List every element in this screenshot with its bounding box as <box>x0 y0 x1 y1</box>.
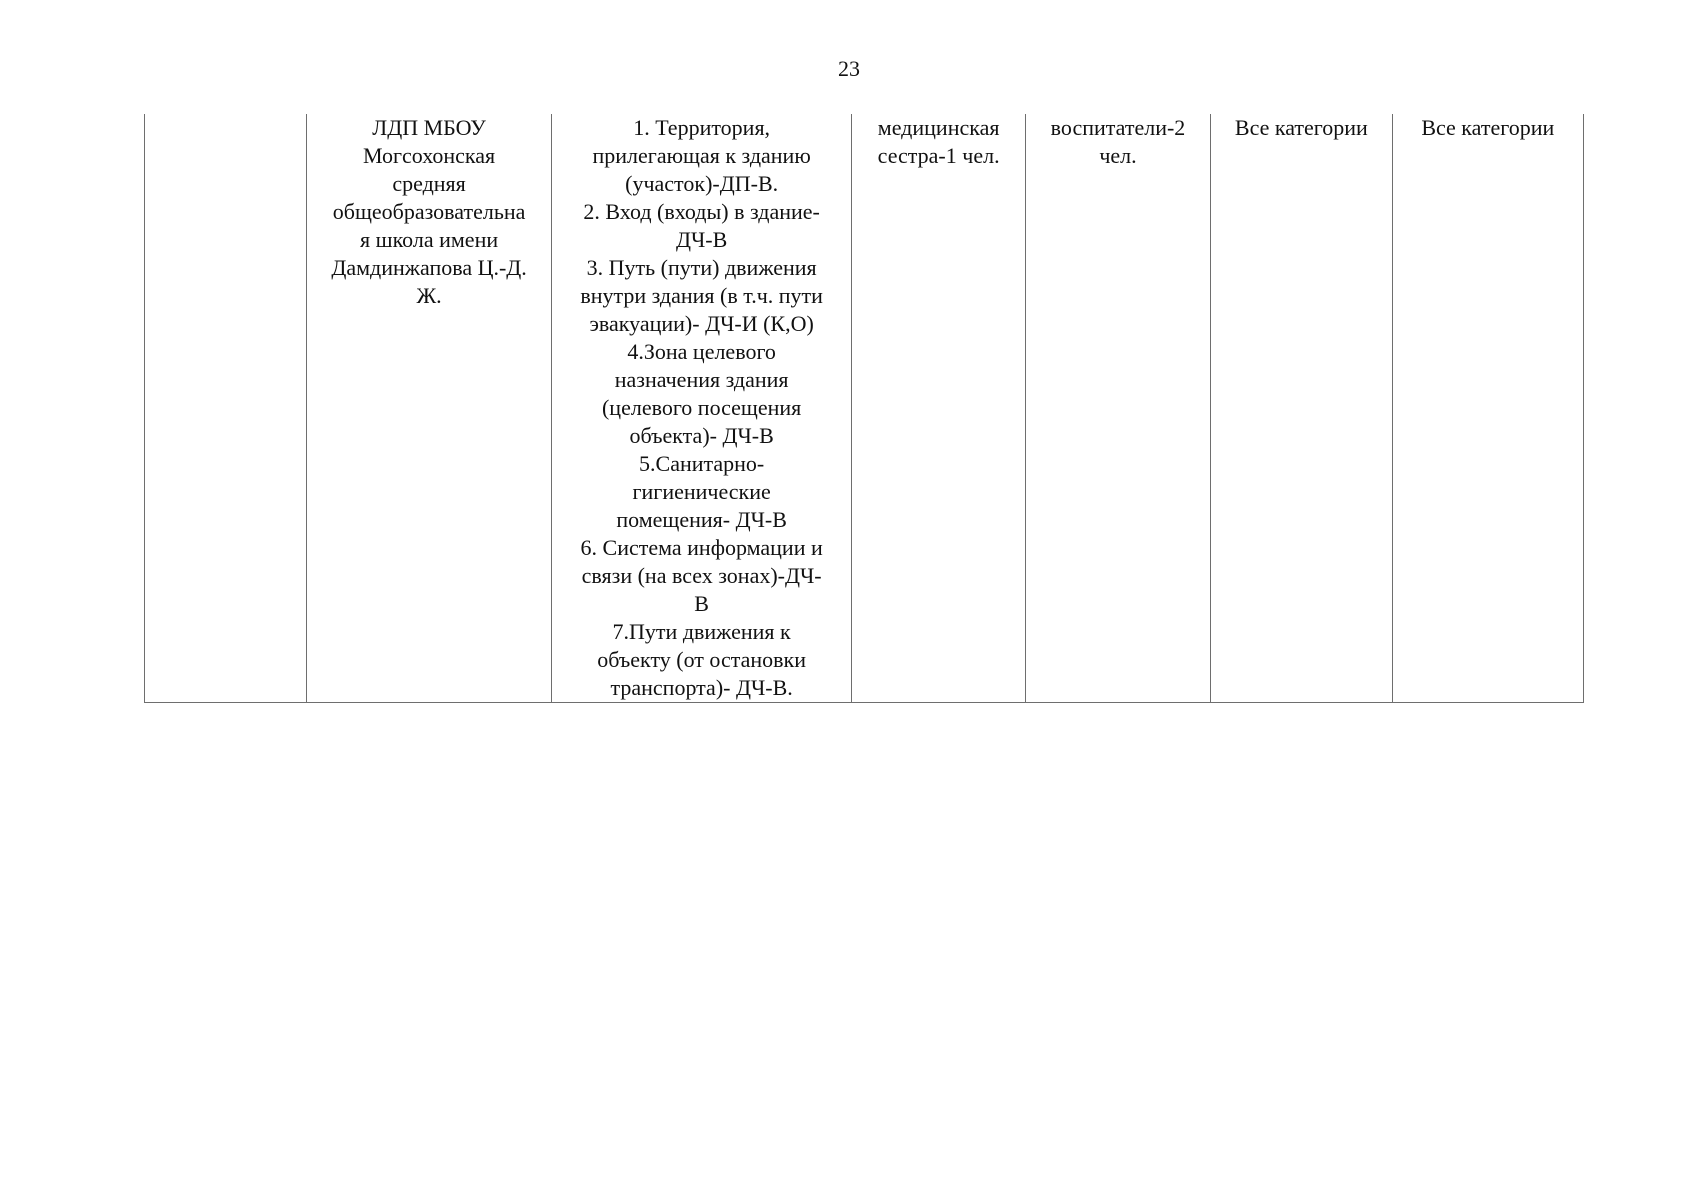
cell-educators <box>1025 114 1210 703</box>
cell-text-line: Могсохонская <box>362 143 496 168</box>
cell-text-line: Дамдинжапова Ц.-Д. <box>331 255 527 280</box>
table-row <box>145 114 1584 703</box>
cell-categories-a <box>1211 114 1392 703</box>
cell-text-line: 2. Вход (входы) в здание- <box>583 199 820 224</box>
cell-text-line: средняя <box>392 171 466 196</box>
cell-text-line: ЛДП МБОУ <box>372 115 486 140</box>
cell-text-line: 7.Пути движения к <box>612 619 791 644</box>
cell-text-line: объекту (от остановки <box>597 647 807 672</box>
cell-text-line: (участок)-ДП-В. <box>625 171 779 196</box>
cell-text-line: помещения- ДЧ-В <box>616 507 787 532</box>
cell-text-line: назначения здания <box>614 367 789 392</box>
cell-text-line: транспорта)- ДЧ-В. <box>610 675 793 700</box>
cell-text-line: 6. Система информации и <box>580 535 823 560</box>
cell-text-line: 1. Территория, <box>633 115 771 140</box>
cell-text-line: сестра-1 чел. <box>877 143 1000 168</box>
cell-text-line: гигиенические <box>632 479 771 504</box>
cell-text-line: внутри здания (в т.ч. пути <box>580 283 823 308</box>
cell-text-line: Все категории <box>1421 115 1555 140</box>
cell-text-line: 3. Путь (пути) движения <box>586 255 817 280</box>
cell-text-line: Все категории <box>1234 115 1368 140</box>
cell-text-line: чел. <box>1099 143 1137 168</box>
cell-text-line: связи (на всех зонах)-ДЧ- <box>581 563 822 588</box>
cell-organization <box>307 114 552 703</box>
cell-text-line: объекта)- ДЧ-В <box>629 423 774 448</box>
cell-text-line: прилегающая к зданию <box>592 143 811 168</box>
cell-text-line: общеобразовательна <box>332 199 526 224</box>
cell-text-line: эвакуации)- ДЧ-И (К,О) <box>589 311 814 336</box>
page-number: 23 <box>838 56 860 81</box>
cell-text-line: ДЧ-В <box>675 227 728 252</box>
cell-text-line: (целевого посещения <box>601 395 802 420</box>
cell-text-line: медицинская <box>877 115 1000 140</box>
cell-categories-b <box>1392 114 1583 703</box>
cell-text-line: 4.Зона целевого <box>627 339 776 364</box>
cell-text-line: В <box>694 591 709 616</box>
cell-zones <box>551 114 852 703</box>
cell-text-line: Ж. <box>416 283 442 308</box>
cell-medical-staff <box>852 114 1025 703</box>
cell-text-line: я школа имени <box>360 227 499 252</box>
cell-text-line: воспитатели-2 <box>1050 115 1186 140</box>
cell-text-line: 5.Санитарно- <box>639 451 765 476</box>
accessibility-table <box>144 114 1584 703</box>
cell-number <box>145 114 307 703</box>
